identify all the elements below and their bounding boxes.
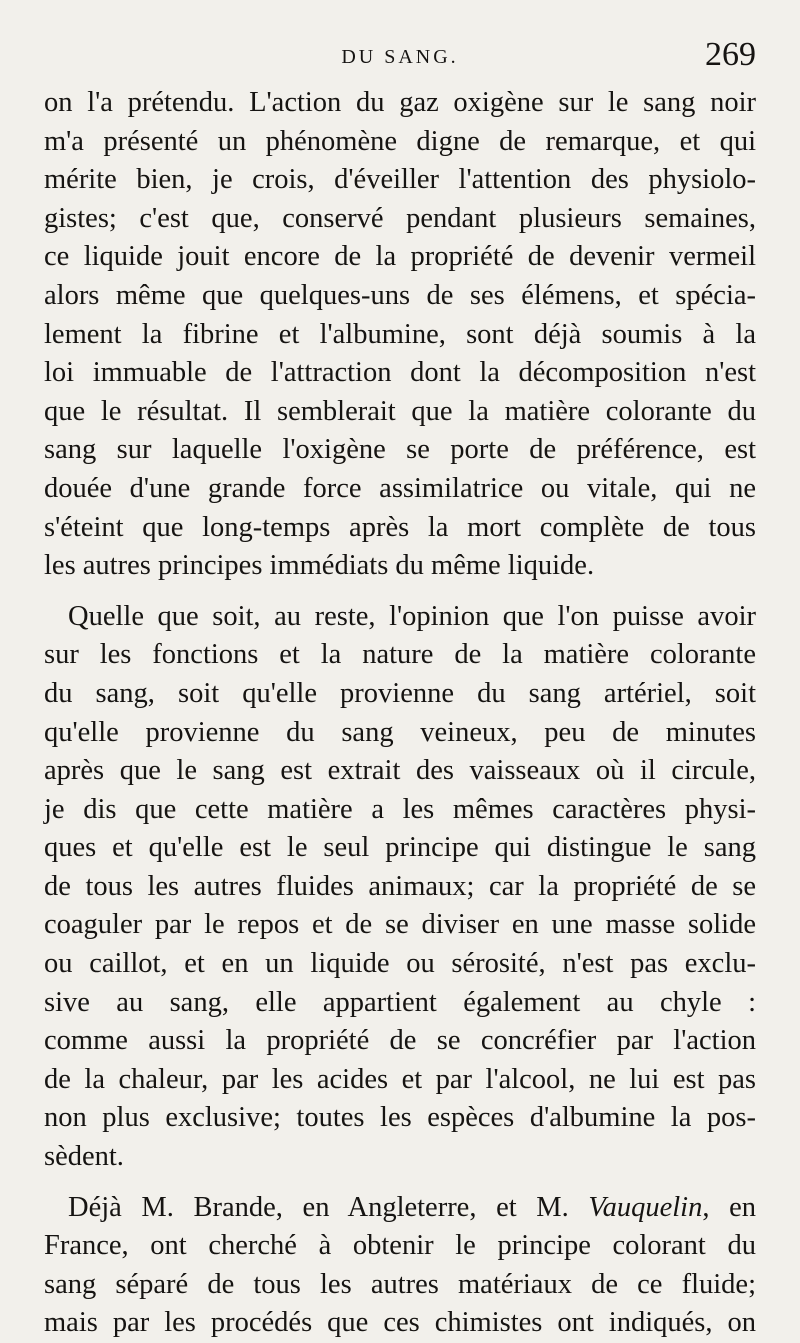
running-head: DU SANG. xyxy=(341,46,459,68)
text-line: gistes; c'est que, conservé pendant plusieurs semaines, xyxy=(44,202,756,234)
text-line: après que le sang est extrait des vaisseaux où il circule, xyxy=(44,755,756,787)
paragraph-3 xyxy=(44,1189,756,1343)
text-line: alors même que quelques-uns de ses élémens, et spécia- xyxy=(44,279,756,311)
text-line: loi immuable de l'attraction dont la décomposition n'est xyxy=(44,357,756,389)
text-line: on l'a prétendu. L'action du gaz oxigène sur le sang noir xyxy=(44,87,756,118)
page-header xyxy=(44,36,756,84)
paragraph-1 xyxy=(44,84,756,586)
text-line: ou caillot, et en un liquide ou sérosité, n'est pas exclu- xyxy=(44,948,756,980)
text-line: de la chaleur, par les acides et par l'alcool, ne lui est pas xyxy=(44,1063,756,1095)
text-line: douée d'une grande force assimilatrice ou vitale, qui ne xyxy=(44,472,756,504)
text-line: non plus exclusive; toutes les espèces d'albumine la pos- xyxy=(44,1102,756,1134)
text-line: sang sur laquelle l'oxigène se porte de préférence, est xyxy=(44,434,756,466)
text-line: sive au sang, elle appartient également au chyle : xyxy=(44,986,756,1018)
text-line: sèdent. xyxy=(44,1141,124,1173)
text-line: du sang, soit qu'elle provienne du sang artériel, soit xyxy=(44,677,756,709)
text-line: que le résultat. Il semblerait que la matière colorante du xyxy=(44,395,756,427)
text-line: Quelle que soit, au reste, l'opinion que l'on puisse avoir xyxy=(68,600,756,632)
body-text xyxy=(44,84,756,1343)
text-line: lement la fibrine et l'albumine, sont déjà soumis à la xyxy=(44,318,756,350)
text-line: ques et qu'elle est le seul principe qui distingue le sang xyxy=(44,832,756,864)
text-line: mérite bien, je crois, d'éveiller l'attention des physiolo- xyxy=(44,164,756,196)
text-line: mais par les procédés que ces chimistes ont indiqués, on xyxy=(44,1307,756,1339)
text-line: comme aussi la propriété de se concréfier par l'action xyxy=(44,1025,756,1057)
text-line: s'éteint que long-temps après la mort complète de tous xyxy=(44,511,756,543)
text-line: sang séparé de tous les autres matériaux de ce fluide; xyxy=(44,1268,756,1300)
text-line: qu'elle provienne du sang veineux, peu de minutes xyxy=(44,716,756,748)
text-line: m'a présenté un phénomène digne de remarque, et qui xyxy=(44,125,756,157)
paragraph-2 xyxy=(44,598,756,1177)
text-line: je dis que cette matière a les mêmes caractères physi- xyxy=(44,793,756,825)
italic-name: Vauquelin xyxy=(588,1191,703,1223)
text-line: coaguler par le repos et de se diviser en une masse solide xyxy=(44,909,756,941)
text-line: France, ont cherché à obtenir le principe colorant du xyxy=(44,1230,756,1262)
text-line: sur les fonctions et la nature de la matière colorante xyxy=(44,639,756,671)
text-line: de tous les autres fluides animaux; car la propriété de se xyxy=(44,870,756,902)
text-line: les autres principes immédiats du même liquide. xyxy=(44,550,595,582)
text-line: Déjà M. Brande, en Angleterre, et M. Vauquelin, en xyxy=(68,1191,757,1223)
page-number: 269 xyxy=(705,36,756,73)
text-line: ce liquide jouit encore de la propriété de devenir vermeil xyxy=(44,241,756,273)
